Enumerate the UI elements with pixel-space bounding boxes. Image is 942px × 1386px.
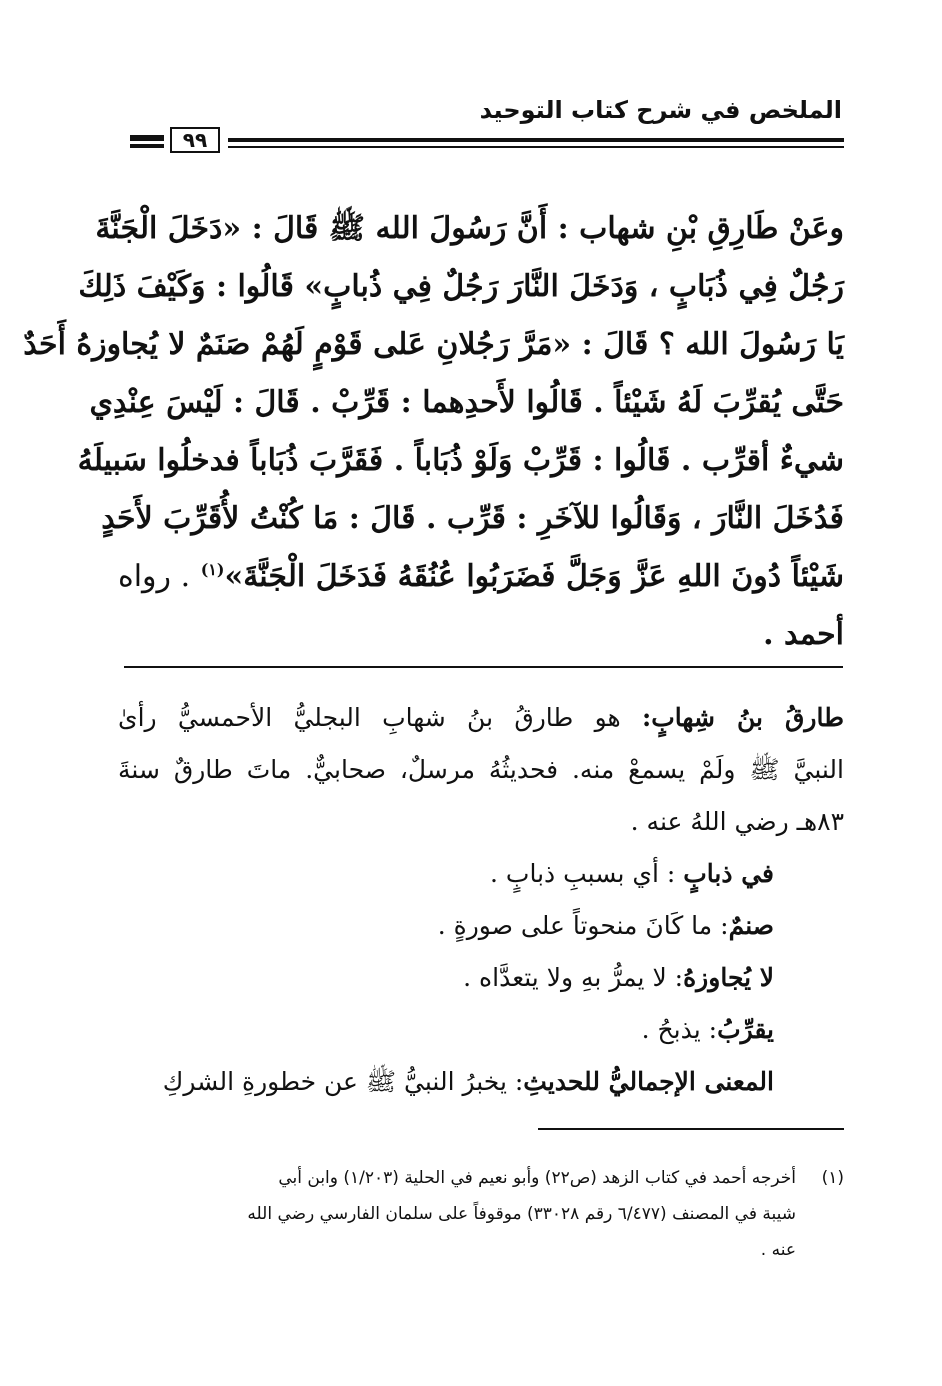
header-rule-thick: [228, 138, 844, 142]
page-number: ٩٩: [170, 127, 220, 153]
hadith-line: شَيْئاً دُونَ اللهِ عَزَّ وَجَلَّ فَضَرَبُوا عُنُقَهُ فَدَخَلَ الْجَنَّةَ»: [224, 559, 844, 594]
hadith-line: رَجُلٌ فِي ذُبَابٍ ، وَدَخَلَ النَّارَ رَجُلٌ فِي ذُبابٍ» قَالُوا : وَكَيْفَ ذَلِكَ: [78, 269, 844, 304]
commentary-term: صنمٌ: [728, 911, 774, 940]
footnote-line: شيبة في المصنف (٦/٤٧٧ رقم ٣٣٠٢٨) موقوفاً على سلمان الفارسي رضي الله: [247, 1204, 796, 1224]
running-header-title: الملخص في شرح كتاب التوحيد: [479, 96, 842, 124]
hadith-text: [23, 200, 844, 664]
commentary-line: [118, 692, 844, 744]
commentary-term: لا يُجاوزهُ: [683, 963, 774, 992]
commentary-line: [118, 952, 844, 1004]
header-ornament-dash: [130, 135, 164, 141]
narration-source-end: أحمد .: [763, 617, 844, 652]
hadith-line: فَدُخَلَ النَّارَ ، وَقَالُوا للآخَرِ : قَرِّب . قَالَ : مَا كُنْتُ لأُقَرِّبَ لأَحَدٍ: [101, 501, 844, 536]
section-divider: [124, 666, 843, 668]
footnote-text: أخرجه أحمد في كتاب الزهد (ص٢٢) وأبو نعيم في الحلية (١/٢٠٣) وابن أبي: [278, 1168, 796, 1188]
commentary-text: : لا يمرُّ بهِ ولا يتعدَّاه .: [463, 963, 684, 992]
commentary-text: النبيَّ ﷺ ولَمْ يسمعْ منه. فحديثُهُ مرسلٌ، صحابيٌّ. ماتَ طارقٌ سنةَ: [118, 755, 844, 784]
commentary-line: [118, 796, 844, 848]
narration-source: . رواه: [118, 559, 191, 594]
commentary: [118, 692, 844, 1108]
footnote-line: عنه .: [760, 1240, 796, 1260]
header-rule-thin: [228, 146, 844, 148]
footnote: [118, 1160, 844, 1268]
commentary-term: المعنى الإجماليُّ للحديثِ: [523, 1067, 774, 1096]
commentary-term: في ذبابٍ: [683, 859, 774, 888]
commentary-term: طارقُ بنُ شِهابٍ:: [642, 703, 844, 732]
commentary-text: : ما كَانَ منحوتاً على صورةٍ .: [437, 911, 729, 940]
hadith-line: شيءٌ أقرِّب . قَالُوا : قَرِّبْ وَلَوْ ذُبَاباً . فَقَرَّبَ ذُبَاباً فدخلُوا سَبيلَهُ: [77, 443, 844, 478]
commentary-line: [118, 744, 844, 796]
commentary-line: [118, 1004, 844, 1056]
commentary-line: [118, 1056, 844, 1108]
commentary-text: ٨٣هـ رضي اللهُ عنه .: [630, 807, 844, 836]
commentary-line: [118, 848, 844, 900]
hadith-line-final: [118, 548, 844, 606]
commentary-line: [118, 900, 844, 952]
commentary-text: : يذبحُ .: [641, 1015, 718, 1044]
commentary-text: : يخبرُ النبيُّ ﷺ عن خطورةِ الشركِ: [162, 1067, 524, 1096]
commentary-term: يقرِّبُ: [717, 1015, 774, 1044]
footnote-reference: (١): [200, 560, 225, 579]
commentary-text: هو طارقُ بنُ شهابِ البجليُّ الأحمسيُّ رأىٰ: [118, 703, 643, 732]
commentary-text: : أي بسببِ ذبابٍ .: [490, 859, 684, 888]
footnote-line: [118, 1160, 844, 1196]
hadith-line: وعَنْ طَارِقِ بْنِ شهاب : أَنَّ رَسُولَ الله ﷺ قَالَ : «دَخَلَ الْجَنَّةَ: [95, 211, 844, 246]
footnote-divider: [538, 1128, 844, 1130]
footnote-number: (١): [821, 1168, 844, 1188]
header-ornament-dash: [130, 144, 164, 148]
hadith-line: يَا رَسُولَ الله ؟ قَالَ : «مَرَّ رَجُلانِ عَلى قَوْمٍ لَهُمْ صَنَمٌ لا يُجاوزهُ أَحَدٌ: [23, 327, 844, 362]
hadith-line: حَتَّى يُقرِّبَ لَهُ شَيْئاً . قَالُوا لأَحدِهما : قَرِّبْ . قَالَ : لَيْسَ عِنْدِي: [89, 385, 844, 420]
